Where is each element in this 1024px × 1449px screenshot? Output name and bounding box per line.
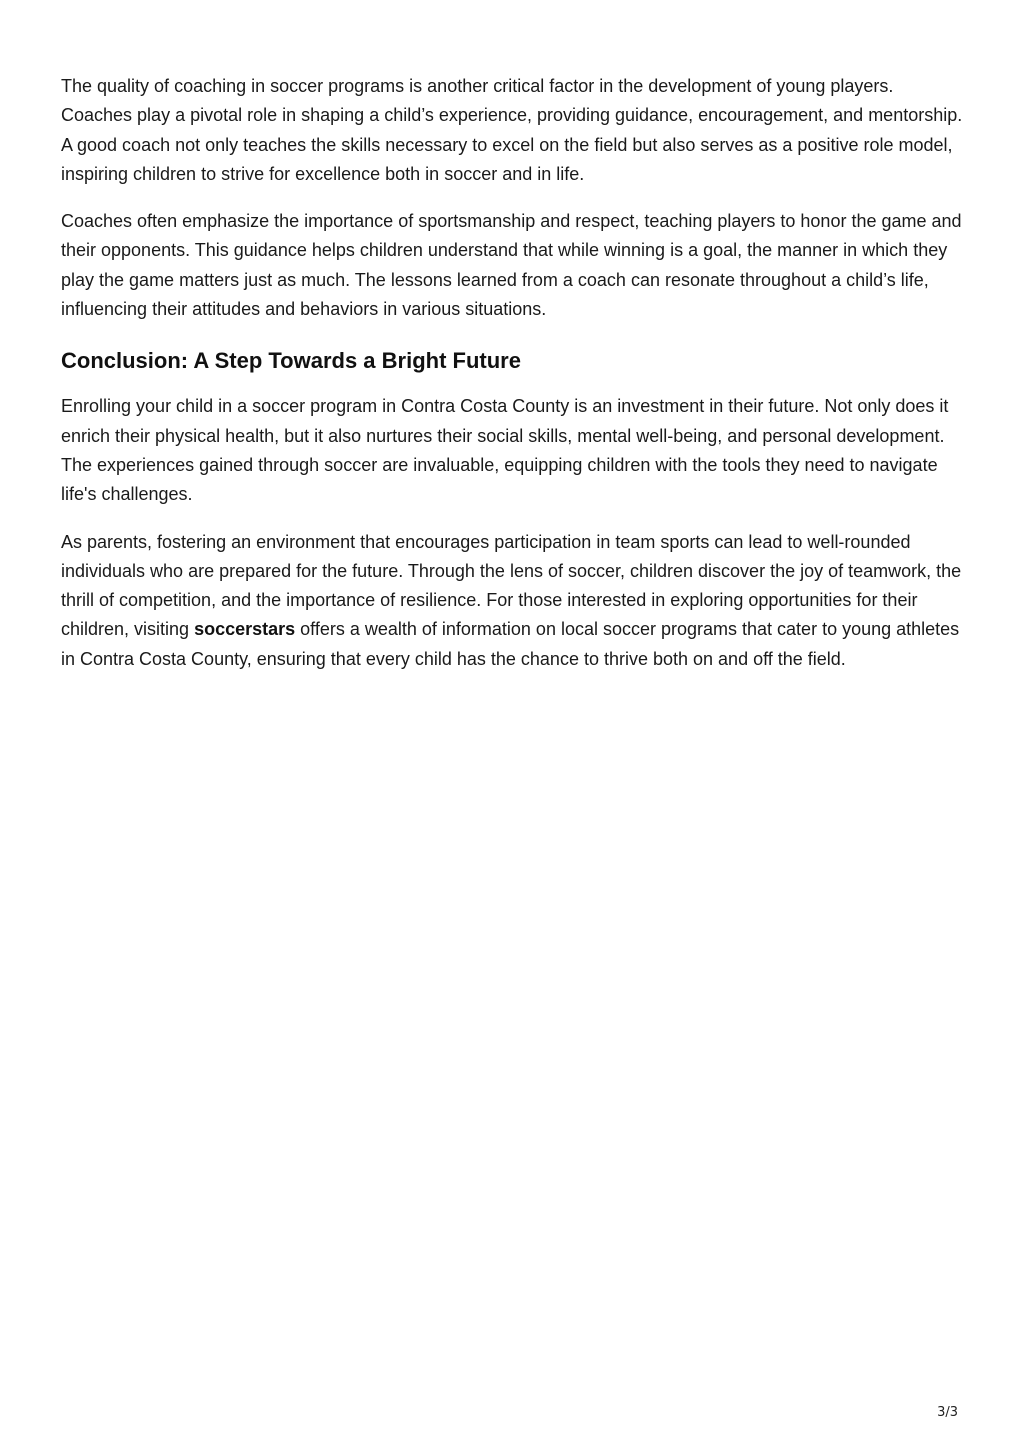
conclusion-paragraph-parents <box>61 528 963 674</box>
soccerstars-link[interactable]: soccerstars <box>194 619 296 640</box>
coaching-quality-paragraph: The quality of coaching in soccer programs is another critical factor in the development of young players. Coaches play a pivotal role in shaping a child’s experience, providing guidance, encouragement, and mentorship. A good coach not only teaches the skills necessary to excel on the field but also serves as a positive role model, inspiring children to strive for excellence both in soccer and in life. <box>61 76 963 184</box>
page-number: 3/3 <box>937 1405 958 1420</box>
conclusion-paragraph-parents-text-start: As parents, fostering an environment that encourages participation in team sports can lead to well-rounded individuals who are prepared for the future. Through the lens of soccer, children discover the joy of teamwork, the thrill of competition, and the importance of resilience. For those interested in exploring opportunities for their children, visiting <box>61 531 962 640</box>
conclusion-paragraph-parents-text-end: offers a wealth of information on local soccer programs that cater to young athletes in Contra Costa County, ensuring that every child has the chance to thrive both on and off the field. <box>61 619 960 669</box>
sportsmanship-paragraph: Coaches often emphasize the importance of sportsmanship and respect, teaching players to honor the game and their opponents. This guidance helps children understand that while winning is a goal, the manner in which they play the game matters just as much. The lessons learned from a coach can resonate throughout a child’s life, influencing their attitudes and behaviors in various situations. <box>61 211 962 320</box>
conclusion-paragraph-investment: Enrolling your child in a soccer program in Contra Costa County is an investment in their future. Not only does it enrich their physical health, but it also nurtures their social skills, mental well-being, and personal development. The experiences gained through soccer are invaluable, equipping children with the tools they need to navigate life's challenges. <box>61 396 949 505</box>
conclusion-heading: Conclusion: A Step Towards a Bright Future <box>61 348 521 374</box>
document-body <box>61 72 963 692</box>
